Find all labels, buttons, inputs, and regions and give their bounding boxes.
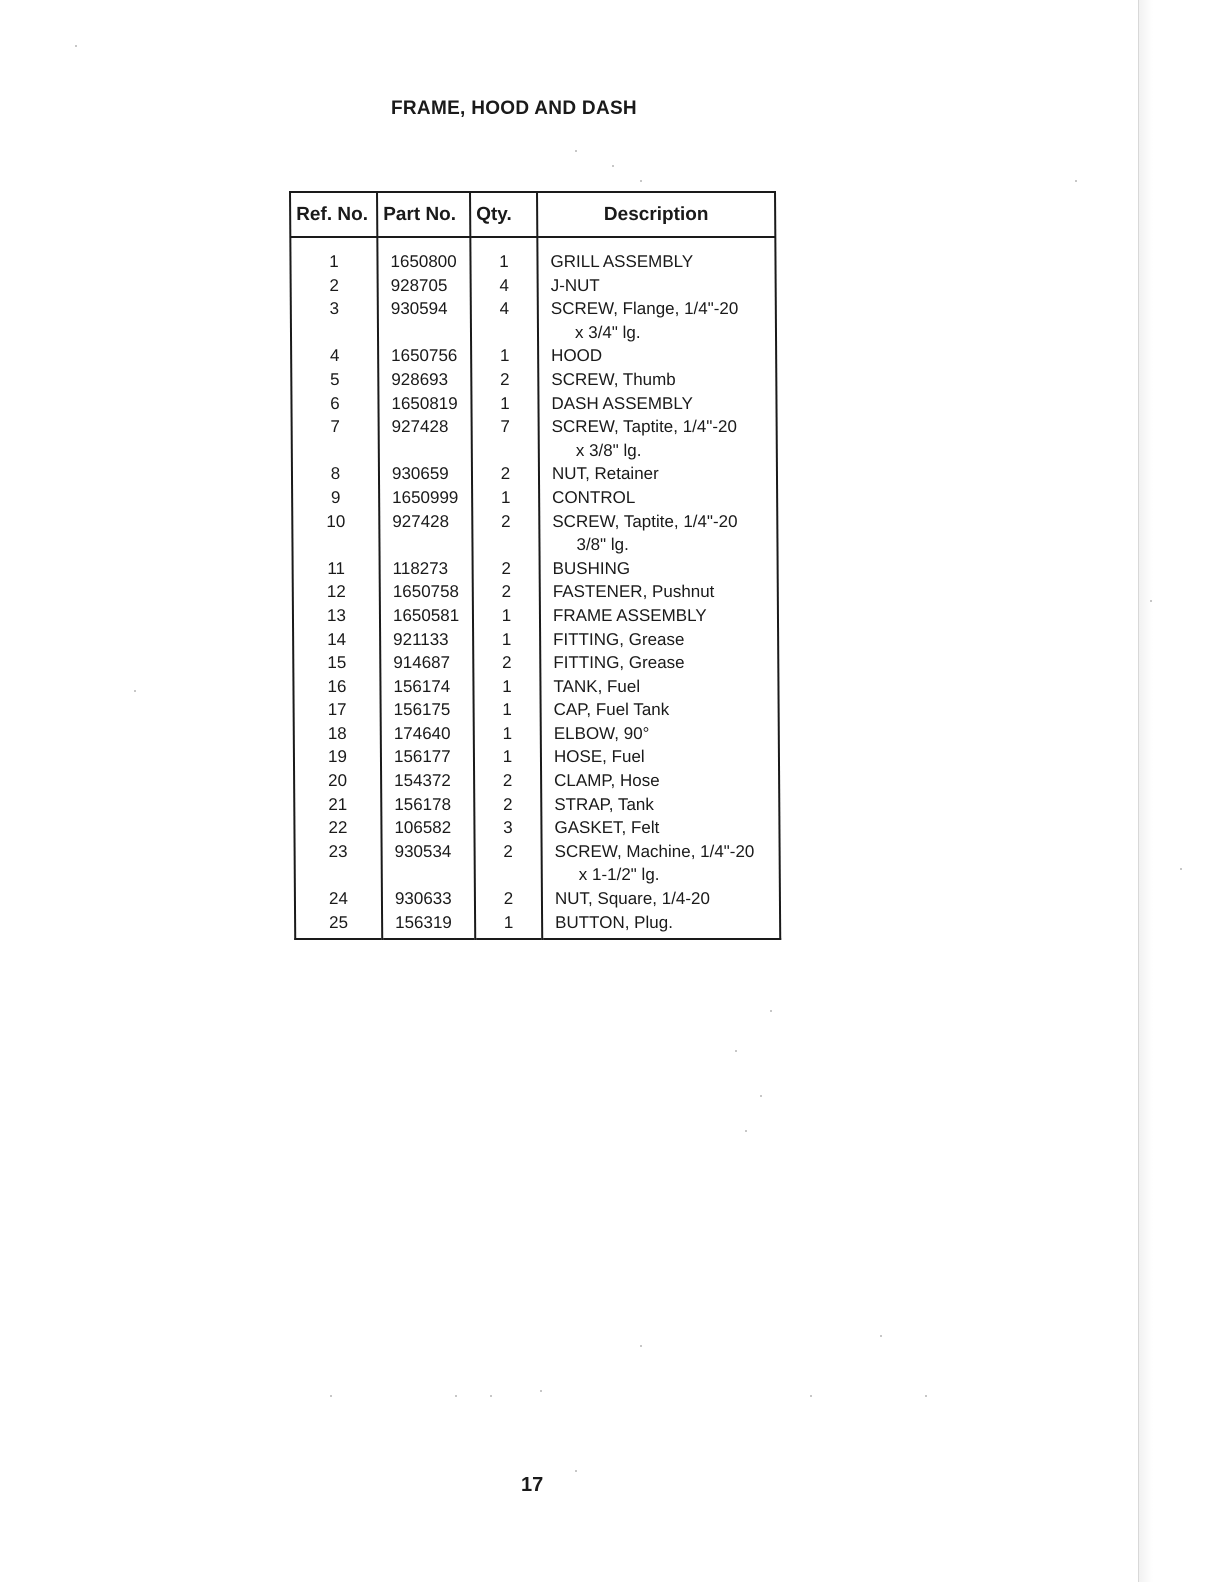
description-cell bbox=[539, 415, 777, 462]
qty-cell: 1 bbox=[475, 911, 542, 940]
description-line: SCREW, Taptite, 1/4"-20 bbox=[552, 511, 738, 531]
scan-speck bbox=[640, 1345, 642, 1347]
qty-cell: 2 bbox=[471, 368, 538, 392]
description-cell bbox=[541, 698, 779, 722]
scan-speck bbox=[455, 1395, 457, 1397]
table-row bbox=[294, 793, 779, 817]
ref-no-cell: 8 bbox=[292, 462, 379, 486]
ref-no-cell: 1 bbox=[290, 237, 377, 274]
part-no-cell: 1650999 bbox=[379, 486, 472, 510]
description-cell bbox=[542, 911, 780, 940]
table-row bbox=[292, 415, 777, 462]
description-line: FITTING, Grease bbox=[553, 629, 685, 649]
description-line: J-NUT bbox=[550, 275, 600, 295]
table-row bbox=[292, 510, 777, 557]
description-cell bbox=[538, 392, 776, 416]
parts-table-body bbox=[290, 237, 780, 939]
description-cell bbox=[541, 769, 779, 793]
ref-no-cell: 25 bbox=[295, 911, 382, 940]
scan-speck bbox=[612, 165, 614, 167]
qty-cell: 4 bbox=[471, 297, 538, 344]
table-row bbox=[293, 628, 778, 652]
scan-speck bbox=[1180, 868, 1182, 870]
description-cell bbox=[540, 604, 778, 628]
part-no-cell: 930534 bbox=[382, 840, 475, 887]
table-row bbox=[294, 745, 779, 769]
ref-no-cell: 13 bbox=[293, 604, 380, 628]
description-cell bbox=[541, 793, 779, 817]
part-no-cell: 156319 bbox=[382, 911, 475, 940]
qty-cell: 7 bbox=[472, 415, 539, 462]
table-row bbox=[294, 722, 779, 746]
page-number: 17 bbox=[521, 1474, 544, 1496]
part-no-cell: 118273 bbox=[380, 557, 473, 581]
part-no-cell: 1650758 bbox=[380, 580, 473, 604]
part-no-cell: 927428 bbox=[379, 415, 472, 462]
description-cell bbox=[540, 557, 778, 581]
table-row bbox=[294, 769, 779, 793]
description-line: HOOD bbox=[551, 346, 603, 366]
part-no-cell: 930633 bbox=[382, 887, 475, 911]
qty-cell: 1 bbox=[471, 392, 538, 416]
scan-speck bbox=[925, 1395, 927, 1397]
qty-cell: 2 bbox=[473, 557, 540, 581]
qty-cell: 1 bbox=[470, 237, 537, 274]
part-no-cell: 1650581 bbox=[380, 604, 473, 628]
ref-no-cell: 19 bbox=[294, 745, 381, 769]
table-row bbox=[295, 840, 780, 887]
table-row bbox=[291, 274, 776, 298]
description-line: CONTROL bbox=[552, 487, 636, 507]
description-line: TANK, Fuel bbox=[553, 676, 641, 696]
description-cell bbox=[540, 651, 778, 675]
part-no-cell: 928705 bbox=[378, 274, 471, 298]
part-no-cell: 106582 bbox=[381, 816, 474, 840]
description-line: GASKET, Felt bbox=[554, 818, 660, 838]
scan-speck bbox=[880, 1335, 882, 1337]
header-ref-no: Ref. No. bbox=[290, 192, 377, 237]
scan-speck bbox=[134, 690, 136, 692]
page-edge bbox=[1138, 0, 1139, 1582]
header-description: Description bbox=[537, 192, 775, 237]
table-row bbox=[291, 297, 776, 344]
scan-speck bbox=[1150, 600, 1152, 602]
description-cell bbox=[540, 675, 778, 699]
ref-no-cell: 14 bbox=[293, 628, 380, 652]
part-no-cell: 1650756 bbox=[378, 344, 471, 368]
scan-speck bbox=[745, 1130, 747, 1132]
description-line: GRILL ASSEMBLY bbox=[550, 252, 694, 271]
description-cell bbox=[541, 816, 779, 840]
qty-cell: 2 bbox=[473, 651, 540, 675]
description-line: NUT, Square, 1/4-20 bbox=[554, 889, 710, 909]
part-no-cell: 154372 bbox=[381, 769, 474, 793]
qty-cell: 1 bbox=[474, 722, 541, 746]
scan-speck bbox=[640, 180, 642, 182]
part-no-cell: 156175 bbox=[381, 698, 474, 722]
description-line: SCREW, Machine, 1/4"-20 bbox=[554, 841, 755, 861]
description-line: BUTTON, Plug. bbox=[555, 912, 673, 932]
part-no-cell: 927428 bbox=[379, 510, 472, 557]
header-part-no: Part No. bbox=[377, 192, 470, 237]
table-row bbox=[293, 557, 778, 581]
table-row bbox=[292, 486, 777, 510]
table-row bbox=[294, 816, 779, 840]
ref-no-cell: 10 bbox=[292, 510, 379, 557]
table-row bbox=[295, 887, 780, 911]
ref-no-cell: 22 bbox=[294, 816, 381, 840]
part-no-cell: 930594 bbox=[378, 297, 471, 344]
qty-cell: 1 bbox=[473, 628, 540, 652]
qty-cell: 2 bbox=[474, 769, 541, 793]
table-row bbox=[293, 580, 778, 604]
description-line: HOSE, Fuel bbox=[553, 747, 645, 767]
scan-speck bbox=[75, 45, 77, 47]
description-cell bbox=[542, 887, 780, 911]
scan-speck bbox=[575, 1470, 577, 1472]
ref-no-cell: 23 bbox=[295, 840, 382, 887]
description-cell bbox=[541, 745, 779, 769]
scan-speck bbox=[540, 1390, 542, 1392]
table-row bbox=[293, 604, 778, 628]
description-line: SCREW, Flange, 1/4"-20 bbox=[550, 299, 739, 319]
part-no-cell: 156177 bbox=[381, 745, 474, 769]
description-line: 3/8" lg. bbox=[576, 535, 629, 555]
qty-cell: 2 bbox=[473, 580, 540, 604]
ref-no-cell: 12 bbox=[293, 580, 380, 604]
scan-speck bbox=[770, 1010, 772, 1012]
ref-no-cell: 16 bbox=[293, 675, 380, 699]
description-cell bbox=[541, 722, 779, 746]
ref-no-cell: 17 bbox=[294, 698, 381, 722]
table-row bbox=[291, 392, 776, 416]
scan-speck bbox=[490, 1395, 492, 1397]
description-line: SCREW, Taptite, 1/4"-20 bbox=[551, 417, 737, 437]
qty-cell: 2 bbox=[472, 462, 539, 486]
scan-speck bbox=[575, 150, 577, 152]
ref-no-cell: 24 bbox=[295, 887, 382, 911]
qty-cell: 2 bbox=[472, 510, 539, 557]
description-cell bbox=[542, 840, 780, 887]
description-cell bbox=[540, 628, 778, 652]
table-row bbox=[292, 462, 777, 486]
description-line: SCREW, Thumb bbox=[551, 369, 676, 389]
ref-no-cell: 5 bbox=[291, 368, 378, 392]
scan-speck bbox=[810, 1395, 812, 1397]
header-qty: Qty. bbox=[470, 192, 537, 237]
scan-speck bbox=[735, 1050, 737, 1052]
table-row bbox=[293, 651, 778, 675]
description-line: ELBOW, 90° bbox=[553, 723, 650, 743]
qty-cell: 3 bbox=[474, 816, 541, 840]
ref-no-cell: 20 bbox=[294, 769, 381, 793]
part-no-cell: 914687 bbox=[380, 651, 473, 675]
ref-no-cell: 9 bbox=[292, 486, 379, 510]
ref-no-cell: 3 bbox=[291, 297, 378, 344]
description-line: FASTENER, Pushnut bbox=[552, 582, 715, 602]
ref-no-cell: 2 bbox=[291, 274, 378, 298]
description-cell bbox=[538, 368, 776, 392]
part-no-cell: 921133 bbox=[380, 628, 473, 652]
ref-no-cell: 21 bbox=[294, 793, 381, 817]
table-row bbox=[290, 237, 775, 274]
description-cell bbox=[539, 486, 777, 510]
description-line: CLAMP, Hose bbox=[554, 771, 660, 791]
qty-cell: 1 bbox=[472, 486, 539, 510]
part-no-cell: 174640 bbox=[381, 722, 474, 746]
qty-cell: 2 bbox=[474, 793, 541, 817]
table-row bbox=[294, 698, 779, 722]
scan-speck bbox=[1075, 180, 1077, 182]
description-line: DASH ASSEMBLY bbox=[551, 393, 693, 413]
part-no-cell: 930659 bbox=[379, 462, 472, 486]
description-cell bbox=[537, 237, 775, 274]
description-cell bbox=[539, 510, 777, 557]
qty-cell: 1 bbox=[473, 604, 540, 628]
description-line: x 1-1/2" lg. bbox=[578, 865, 660, 885]
ref-no-cell: 4 bbox=[291, 344, 378, 368]
table-row bbox=[291, 368, 776, 392]
description-cell bbox=[538, 344, 776, 368]
ref-no-cell: 7 bbox=[292, 415, 379, 462]
description-line: FITTING, Grease bbox=[553, 653, 685, 673]
table-row bbox=[295, 911, 780, 940]
description-line: FRAME ASSEMBLY bbox=[552, 605, 707, 625]
part-no-cell: 156178 bbox=[381, 793, 474, 817]
ref-no-cell: 11 bbox=[293, 557, 380, 581]
description-line: x 3/8" lg. bbox=[575, 440, 642, 460]
part-no-cell: 928693 bbox=[378, 368, 471, 392]
description-cell bbox=[539, 462, 777, 486]
ref-no-cell: 15 bbox=[293, 651, 380, 675]
description-line: BUSHING bbox=[552, 558, 631, 578]
scan-speck bbox=[330, 1395, 332, 1397]
table-row bbox=[291, 344, 776, 368]
page-title: FRAME, HOOD AND DASH bbox=[391, 98, 637, 119]
scan-speck bbox=[760, 1095, 762, 1097]
qty-cell: 2 bbox=[475, 840, 542, 887]
ref-no-cell: 6 bbox=[291, 392, 378, 416]
description-cell bbox=[538, 274, 776, 298]
description-line: STRAP, Tank bbox=[554, 794, 654, 814]
qty-cell: 1 bbox=[473, 675, 540, 699]
description-cell bbox=[540, 580, 778, 604]
table-header-row bbox=[290, 192, 775, 237]
qty-cell: 1 bbox=[471, 344, 538, 368]
parts-table bbox=[289, 191, 781, 940]
part-no-cell: 156174 bbox=[380, 675, 473, 699]
table-row bbox=[293, 675, 778, 699]
description-line: x 3/4" lg. bbox=[574, 322, 641, 342]
description-line: CAP, Fuel Tank bbox=[553, 700, 670, 720]
qty-cell: 1 bbox=[474, 698, 541, 722]
page-edge-shadow bbox=[1139, 0, 1153, 1582]
description-cell bbox=[538, 297, 776, 344]
description-line: NUT, Retainer bbox=[551, 464, 659, 484]
ref-no-cell: 18 bbox=[294, 722, 381, 746]
qty-cell: 4 bbox=[471, 274, 538, 298]
part-no-cell: 1650819 bbox=[378, 392, 471, 416]
qty-cell: 1 bbox=[474, 745, 541, 769]
part-no-cell: 1650800 bbox=[377, 237, 470, 274]
qty-cell: 2 bbox=[475, 887, 542, 911]
